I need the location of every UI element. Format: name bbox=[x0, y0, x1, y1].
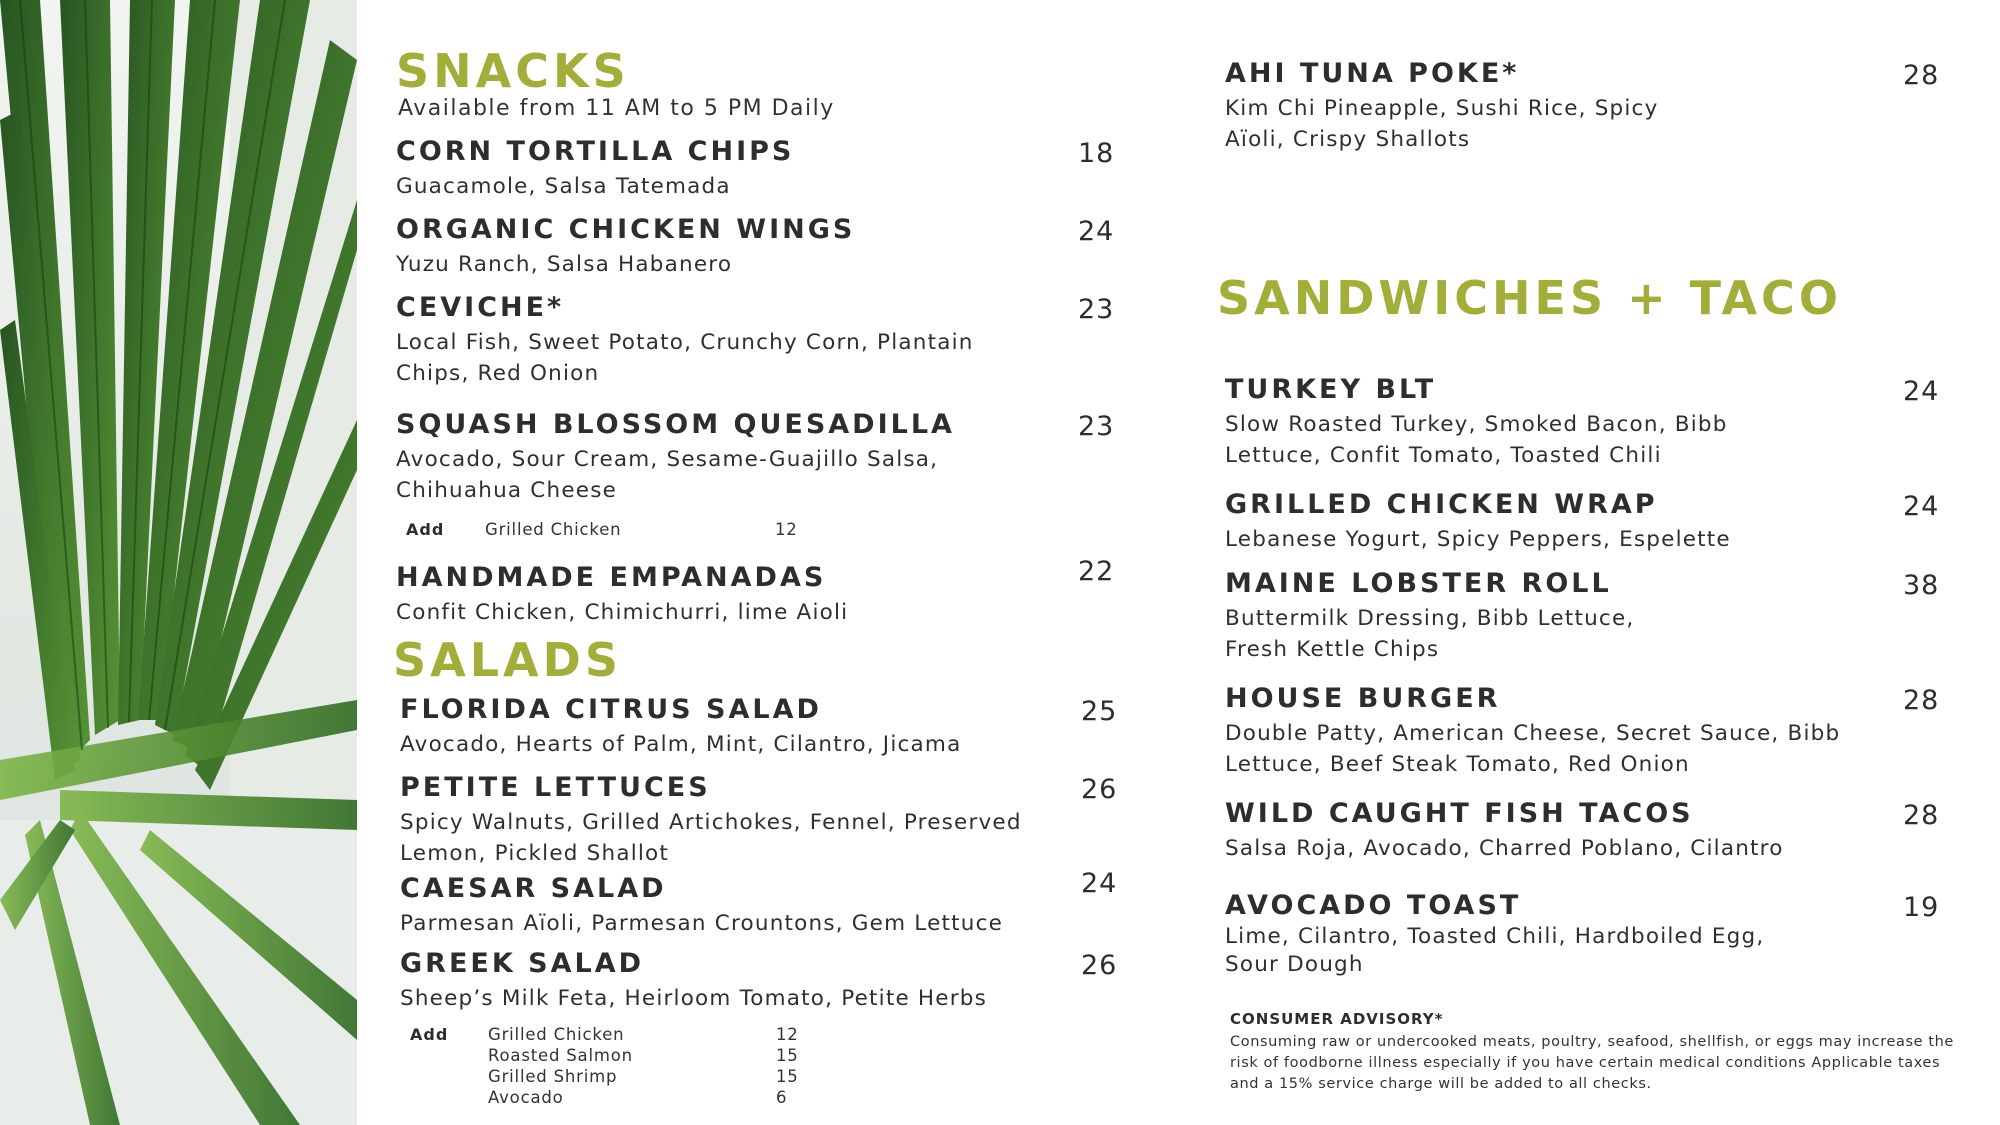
add-item: Grilled Chicken bbox=[488, 1025, 625, 1044]
item-name: GREEK SALAD bbox=[400, 948, 645, 979]
add-item: Roasted Salmon bbox=[488, 1046, 633, 1065]
item-name: GRILLED CHICKEN WRAP bbox=[1225, 489, 1658, 520]
add-item: Grilled Shrimp bbox=[488, 1067, 618, 1086]
item-description: Confit Chicken, Chimichurri, lime Aioli bbox=[396, 600, 849, 625]
item-price: 26 bbox=[1081, 774, 1118, 805]
add-label: Add bbox=[406, 520, 445, 539]
item-description: Double Patty, American Cheese, Secret Sauce, Bibb Lettuce, Beef Steak Tomato, Red Onion bbox=[1225, 721, 1841, 777]
palm-leaf-illustration bbox=[0, 0, 357, 1125]
item-price: 22 bbox=[1078, 556, 1115, 587]
add-price: 6 bbox=[776, 1088, 788, 1107]
menu-item bbox=[396, 411, 956, 506]
item-name: AVOCADO TOAST bbox=[1225, 890, 1522, 921]
item-name: WILD CAUGHT FISH TACOS bbox=[1225, 798, 1694, 829]
menu-item bbox=[396, 294, 1036, 389]
menu-item bbox=[396, 138, 1016, 202]
item-description: Sheep’s Milk Feta, Heirloom Tomato, Petite Herbs bbox=[400, 986, 987, 1011]
menu-item bbox=[1225, 892, 1785, 979]
item-name: HOUSE BURGER bbox=[1225, 683, 1501, 714]
add-price: 12 bbox=[775, 520, 798, 539]
advisory-body: Consuming raw or undercooked meats, poultry, seafood, shellfish, or eggs may increase the risk of foodborne illness especially if you have certain medical conditions Applicable taxes and a 15% service charge will be added to all checks. bbox=[1230, 1034, 1954, 1092]
item-description: Slow Roasted Turkey, Smoked Bacon, Bibb Lettuce, Confit Tomato, Toasted Chili bbox=[1225, 412, 1728, 468]
item-description: Lime, Cilantro, Toasted Chili, Hardboiled Egg, Sour Dough bbox=[1225, 924, 1765, 977]
item-description: Spicy Walnuts, Grilled Artichokes, Fennel, Preserved Lemon, Pickled Shallot bbox=[400, 810, 1022, 866]
add-price: 12 bbox=[776, 1025, 799, 1044]
item-price: 24 bbox=[1078, 216, 1115, 247]
item-name: TURKEY BLT bbox=[1225, 374, 1437, 405]
item-description: Avocado, Sour Cream, Sesame-Guajillo Salsa, Chihuahua Cheese bbox=[396, 447, 939, 503]
item-description: Buttermilk Dressing, Bibb Lettuce, Fresh Kettle Chips bbox=[1225, 606, 1635, 662]
menu-item bbox=[396, 564, 1036, 628]
add-item: Grilled Chicken bbox=[485, 520, 622, 539]
consumer-advisory bbox=[1230, 1010, 1970, 1095]
add-label: Add bbox=[410, 1025, 449, 1044]
add-price: 15 bbox=[776, 1067, 799, 1086]
salads-heading: SALADS bbox=[393, 633, 622, 687]
advisory-title: CONSUMER ADVISORY* bbox=[1230, 1010, 1444, 1028]
menu-item bbox=[400, 875, 1040, 939]
menu-item bbox=[400, 774, 1040, 869]
menu-item bbox=[400, 696, 1040, 760]
snacks-heading: SNACKS bbox=[396, 44, 630, 98]
menu-item bbox=[1225, 570, 1695, 665]
menu-item bbox=[396, 216, 1016, 280]
item-name: ORGANIC CHICKEN WINGS bbox=[396, 214, 856, 245]
item-price: 28 bbox=[1903, 60, 1940, 91]
sandwiches-heading: SANDWICHES + TACO bbox=[1217, 271, 1842, 325]
menu-item bbox=[1225, 376, 1745, 471]
item-price: 19 bbox=[1903, 892, 1940, 923]
item-price: 38 bbox=[1903, 570, 1940, 601]
item-description: Avocado, Hearts of Palm, Mint, Cilantro, Jicama bbox=[400, 732, 962, 757]
item-price: 23 bbox=[1078, 294, 1115, 325]
item-price: 25 bbox=[1081, 696, 1118, 727]
menu-item bbox=[1225, 685, 1845, 780]
menu-item bbox=[400, 950, 1040, 1014]
item-price: 24 bbox=[1903, 376, 1940, 407]
item-description: Yuzu Ranch, Salsa Habanero bbox=[396, 252, 733, 277]
item-name: CORN TORTILLA CHIPS bbox=[396, 136, 795, 167]
item-name: SQUASH BLOSSOM QUESADILLA bbox=[396, 409, 955, 440]
item-name: PETITE LETTUCES bbox=[400, 772, 711, 803]
snacks-hours: Available from 11 AM to 5 PM Daily bbox=[398, 96, 835, 121]
item-name: CEVICHE* bbox=[396, 292, 565, 323]
item-description: Salsa Roja, Avocado, Charred Poblano, Cilantro bbox=[1225, 836, 1784, 861]
item-description: Kim Chi Pineapple, Sushi Rice, Spicy Aïoli, Crispy Shallots bbox=[1225, 96, 1659, 152]
item-price: 28 bbox=[1903, 685, 1940, 716]
item-name: CAESAR SALAD bbox=[400, 873, 667, 904]
menu-item bbox=[1225, 491, 1845, 555]
item-price: 26 bbox=[1081, 950, 1118, 981]
palm-leaf-photo bbox=[0, 0, 357, 1125]
menu-item bbox=[1225, 60, 1725, 155]
add-item: Avocado bbox=[488, 1088, 564, 1107]
item-price: 18 bbox=[1078, 138, 1115, 169]
item-description: Guacamole, Salsa Tatemada bbox=[396, 174, 731, 199]
item-description: Lebanese Yogurt, Spicy Peppers, Espelette bbox=[1225, 527, 1731, 552]
item-description: Parmesan Aïoli, Parmesan Crountons, Gem Lettuce bbox=[400, 911, 1004, 936]
item-name: MAINE LOBSTER ROLL bbox=[1225, 568, 1612, 599]
add-price: 15 bbox=[776, 1046, 799, 1065]
item-name: HANDMADE EMPANADAS bbox=[396, 562, 827, 593]
item-price: 24 bbox=[1081, 868, 1118, 899]
menu-item bbox=[1225, 800, 1865, 864]
item-name: FLORIDA CITRUS SALAD bbox=[400, 694, 822, 725]
item-name: AHI TUNA POKE* bbox=[1225, 58, 1520, 89]
item-price: 28 bbox=[1903, 800, 1940, 831]
item-description: Local Fish, Sweet Potato, Crunchy Corn, Plantain Chips, Red Onion bbox=[396, 330, 974, 386]
item-price: 23 bbox=[1078, 411, 1115, 442]
item-price: 24 bbox=[1903, 491, 1940, 522]
